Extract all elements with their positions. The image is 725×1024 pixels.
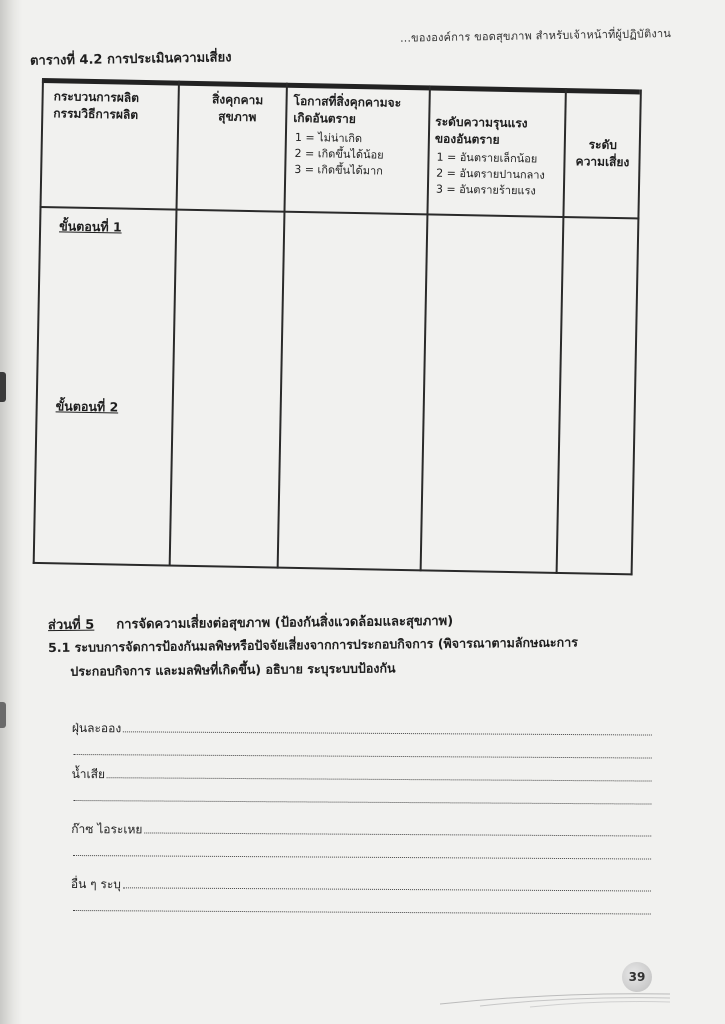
- header-line: สิ่งคุกคาม: [211, 92, 264, 108]
- risk-assessment-table: [33, 78, 642, 575]
- table-bottom-border: [33, 562, 633, 575]
- dotted-line: [144, 820, 651, 836]
- column-divider: [277, 83, 288, 569]
- column-header-risk-level: [568, 136, 637, 171]
- running-header: ...ขององค์การ ขอดสุขภาพ สำหรับเจ้าหน้าที่ผู้ปฏิบัติงาน: [399, 26, 672, 45]
- header-line: ของอันตราย: [434, 131, 500, 147]
- header-row-divider: [40, 206, 640, 219]
- binder-mark: [0, 702, 6, 728]
- likelihood-scale: [294, 130, 384, 180]
- header-line: กระบวนการผลิต: [53, 89, 140, 105]
- header-line: ความเสี่ยง: [575, 154, 630, 170]
- step-2-label: ขั้นตอนที่ 2: [55, 398, 119, 415]
- scale-item: 2 = อันตรายปานกลาง: [436, 166, 545, 182]
- severity-scale: [436, 150, 546, 200]
- dotted-line: [74, 742, 652, 759]
- page-gutter-shadow: [0, 0, 22, 1024]
- section-number: ส่วนที่ 5: [47, 617, 95, 634]
- page-curl-lines: [440, 990, 670, 1008]
- dotted-line: [73, 843, 651, 860]
- column-header-process: [53, 88, 176, 124]
- header-line: กรรมวิธีการผลิต: [53, 106, 139, 122]
- binder-mark: [0, 372, 6, 402]
- field-label: ฝุ่นละออง: [71, 720, 122, 736]
- answer-fields: [71, 712, 652, 918]
- question-5-1: [48, 630, 658, 684]
- scale-item: 1 = ไม่น่าเกิด: [294, 130, 363, 146]
- header-line: โอกาสที่สิ่งคุกคามจะ: [293, 93, 402, 110]
- dotted-line: [123, 719, 652, 735]
- header-line: สุขภาพ: [218, 109, 257, 125]
- column-divider: [420, 85, 431, 571]
- dotted-line: [107, 765, 652, 781]
- column-header-severity: [435, 114, 564, 150]
- scale-item: 3 = เกิดขึ้นได้มาก: [294, 162, 383, 178]
- field-label: ก๊าซ ไอระเหย: [71, 821, 143, 837]
- header-line: ระดับ: [588, 137, 618, 153]
- question-line: ประกอบกิจการ และมลพิษที่เกิดขึ้น) อธิบาย ระบุระบบป้องกัน: [70, 660, 396, 679]
- header-line: เกิดอันตราย: [293, 110, 356, 127]
- question-line: 5.1 ระบบการจัดการป้องกันมลพิษหรือปัจจัยเสี่ยงจากการประกอบกิจการ (พิจารณาตามลักษณะการ: [48, 634, 578, 655]
- table-border-left: [33, 78, 44, 564]
- section-5-heading: [48, 610, 453, 635]
- dotted-line: [123, 875, 651, 891]
- page-number-badge: 39: [622, 962, 652, 992]
- header-line: ระดับความรุนแรง: [435, 114, 528, 131]
- section-title: การจัดความเสี่ยงต่อสุขภาพ (ป้องกันสิ่งแวดล้อมและสุขภาพ): [116, 613, 454, 633]
- column-divider: [169, 81, 180, 567]
- field-label: น้ำเสีย: [71, 766, 106, 782]
- scale-item: 1 = อันตรายเล็กน้อย: [436, 150, 538, 166]
- dotted-line: [73, 898, 651, 915]
- fill-line-gas-vapor[interactable]: [71, 804, 651, 840]
- step-1-label: ขั้นตอนที่ 1: [59, 218, 122, 235]
- scale-item: 2 = เกิดขึ้นได้น้อย: [294, 146, 384, 162]
- fill-line-other[interactable]: [71, 859, 651, 895]
- fill-line-blank[interactable]: [71, 891, 651, 918]
- scale-item: 3 = อันตรายร้ายแรง: [435, 182, 536, 198]
- table-caption: ตารางที่ 4.2 การประเมินความเสี่ยง: [29, 50, 232, 69]
- field-label: อื่น ๆ ระบุ: [70, 876, 121, 892]
- dotted-line: [73, 788, 651, 805]
- column-divider: [556, 88, 567, 574]
- column-header-likelihood: [293, 93, 428, 130]
- column-header-hazard: [191, 91, 284, 127]
